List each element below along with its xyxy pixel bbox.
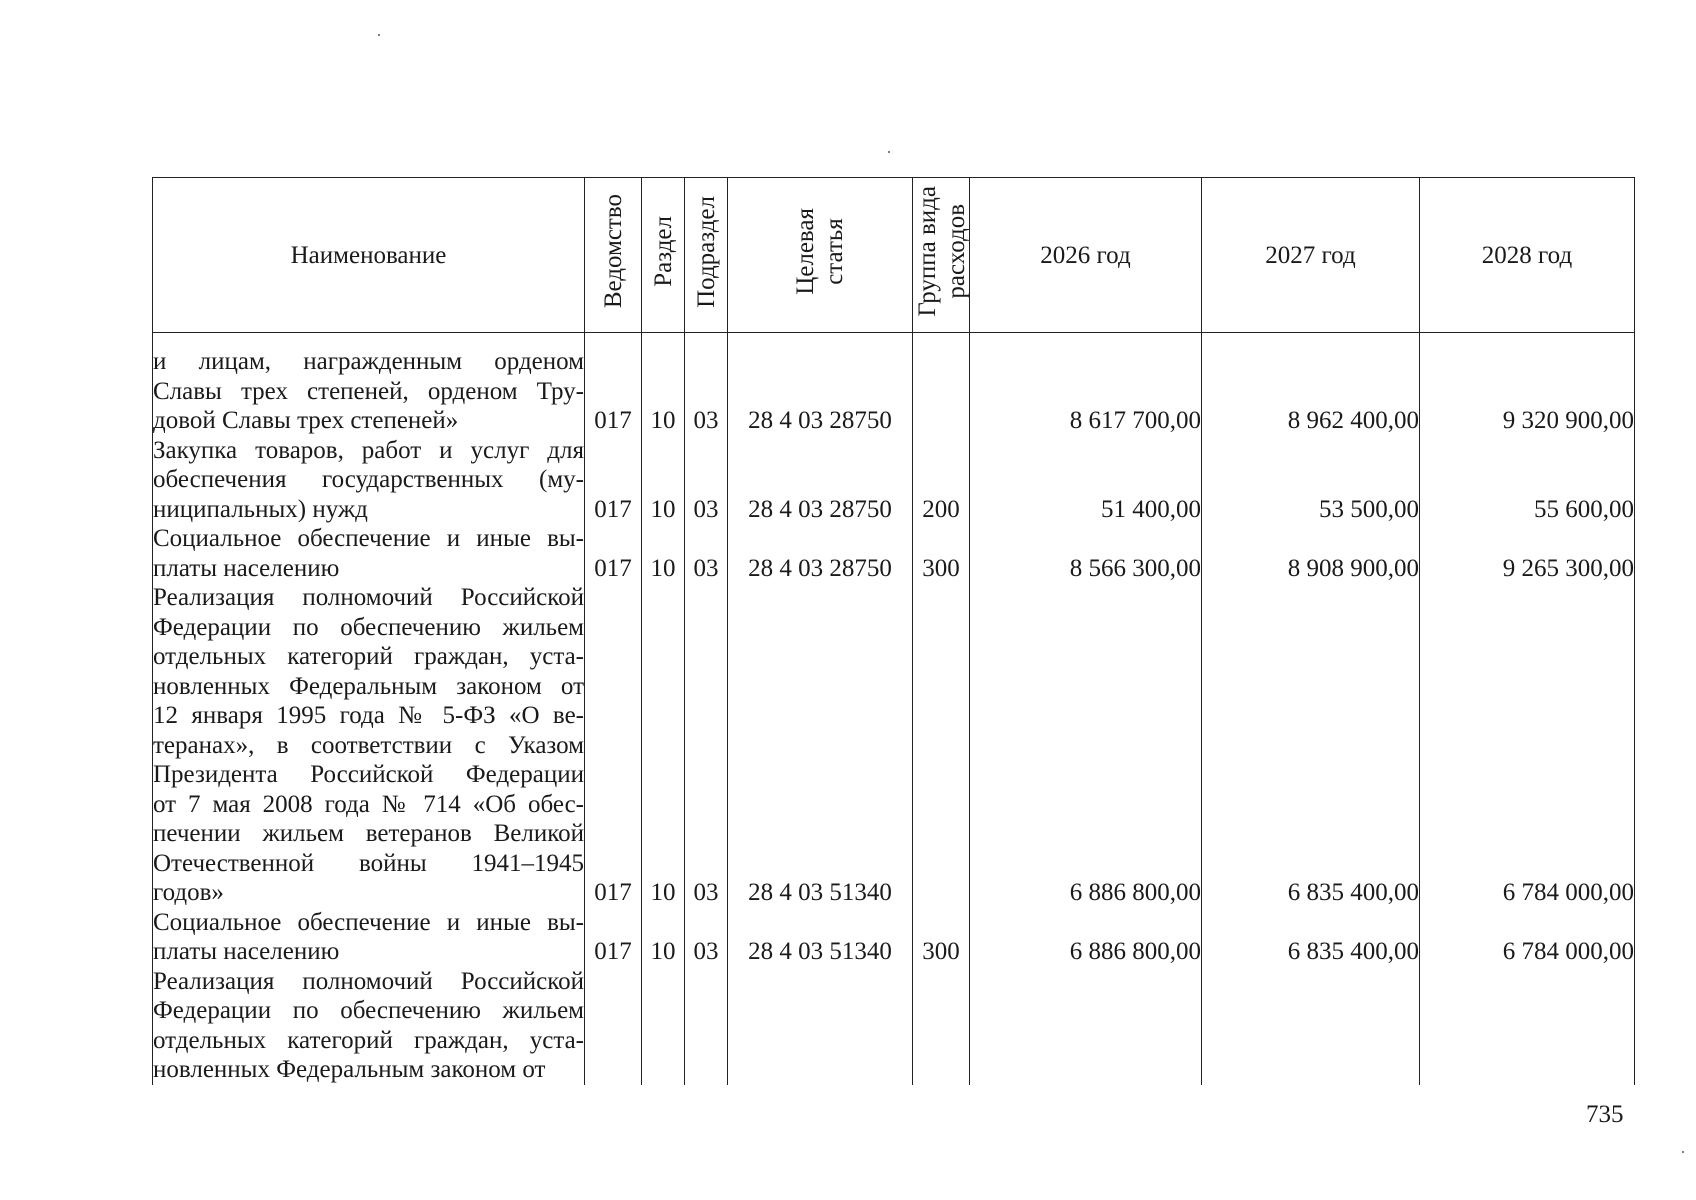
row-name-line: отдельных категорий граждан, уста- — [153, 1026, 584, 1054]
department-cell — [585, 967, 642, 1085]
table-row — [153, 583, 1635, 908]
amount-2027-cell: 53 500,00 — [1202, 436, 1420, 525]
expense-group-cell — [913, 967, 970, 1085]
row-name-line: отдельных категорий граждан, уста- — [153, 643, 584, 670]
expense-group-cell: 300 — [913, 908, 970, 967]
row-name-line: ниципальных) нужд — [153, 495, 368, 523]
scan-speck — [1682, 1151, 1684, 1153]
section-cell: 10 — [642, 347, 685, 436]
department-cell: 017 — [585, 436, 642, 525]
row-name-line: обеспечения государственных (му- — [153, 466, 584, 493]
amount-2028-cell: 9 265 300,00 — [1420, 524, 1635, 583]
row-name-line: и лицам, награжденным орденом — [153, 348, 584, 375]
amount-2027-cell — [1202, 967, 1420, 1085]
amount-2027-cell: 6 835 400,00 — [1202, 908, 1420, 967]
row-name-line: печении жильем ветеранов Великой — [153, 820, 584, 847]
amount-2026-cell: 8 617 700,00 — [970, 347, 1202, 436]
row-name-line: годов» — [153, 879, 224, 906]
row-name-line: Закупка товаров, работ и услуг для — [153, 436, 584, 464]
target-article-cell: 28 4 03 28750 — [728, 436, 913, 525]
target-article-cell: 28 4 03 51340 — [728, 583, 913, 908]
row-name-line: 12 января 1995 года № 5-ФЗ «О ве- — [153, 702, 584, 729]
header-department: Ведомство — [585, 178, 642, 333]
row-name-cell — [153, 967, 585, 1085]
subsection-cell: 03 — [685, 436, 728, 525]
department-cell: 017 — [585, 524, 642, 583]
scan-speck — [378, 34, 380, 36]
subsection-cell — [685, 967, 728, 1085]
amount-2028-cell: 6 784 000,00 — [1420, 908, 1635, 967]
page-number: 735 — [1586, 1101, 1624, 1128]
row-name-line: Социальное обеспечение и иные вы- — [153, 908, 584, 936]
row-name-line: Реализация полномочий Российской — [153, 584, 584, 611]
subsection-cell: 03 — [685, 908, 728, 967]
table-header-row — [153, 178, 1635, 333]
row-name-line: теранах», в соответствии с Указом — [153, 731, 584, 759]
section-cell: 10 — [642, 524, 685, 583]
header-expense-group: Группа вида расходов — [913, 178, 970, 333]
table-row — [153, 908, 1635, 967]
row-name-cell — [153, 524, 585, 583]
amount-2027-cell: 8 962 400,00 — [1202, 347, 1420, 436]
row-name-line: платы населению — [153, 554, 340, 582]
expense-group-cell — [913, 347, 970, 436]
subsection-cell: 03 — [685, 524, 728, 583]
amount-2026-cell: 8 566 300,00 — [970, 524, 1202, 583]
department-cell: 017 — [585, 347, 642, 436]
table-row — [153, 967, 1635, 1085]
header-subsection: Подраздел — [685, 178, 728, 333]
row-name-cell — [153, 908, 585, 967]
row-name-cell — [153, 583, 585, 908]
row-name-cell — [153, 436, 585, 525]
row-name-line: Отечественной войны 1941–1945 — [153, 849, 584, 877]
row-name-line: Реализация полномочий Российской — [153, 967, 584, 995]
row-name-line: Федерации по обеспечению жильем — [153, 613, 584, 641]
section-cell — [642, 967, 685, 1085]
section-cell: 10 — [642, 908, 685, 967]
amount-2028-cell — [1420, 967, 1635, 1085]
header-year-2027: 2027 год — [1202, 178, 1420, 333]
target-article-cell: 28 4 03 51340 — [728, 908, 913, 967]
row-name-line: Президента Российской Федерации — [153, 761, 584, 788]
target-article-cell — [728, 967, 913, 1085]
amount-2028-cell: 9 320 900,00 — [1420, 347, 1635, 436]
amount-2028-cell: 6 784 000,00 — [1420, 583, 1635, 908]
table-row — [153, 347, 1635, 436]
row-name-line: от 7 мая 2008 года № 714 «Об обес- — [153, 790, 584, 818]
expense-group-cell — [913, 583, 970, 908]
subsection-cell: 03 — [685, 347, 728, 436]
amount-2027-cell: 8 908 900,00 — [1202, 524, 1420, 583]
department-cell: 017 — [585, 583, 642, 908]
expense-group-cell: 200 — [913, 436, 970, 525]
row-name-line: Славы трех степеней, орденом Тру- — [153, 377, 584, 405]
row-name-line: платы населению — [153, 938, 340, 965]
row-name-line: Социальное обеспечение и иные вы- — [153, 525, 584, 552]
header-name: Наименование — [153, 178, 585, 333]
amount-2026-cell: 51 400,00 — [970, 436, 1202, 525]
header-target-article: Целевая статья — [728, 178, 913, 333]
amount-2026-cell: 6 886 800,00 — [970, 583, 1202, 908]
row-name-line: новленных Федеральным законом от — [153, 1056, 546, 1083]
section-cell: 10 — [642, 583, 685, 908]
table-row — [153, 436, 1635, 525]
table-row — [153, 524, 1635, 583]
scan-speck — [888, 151, 890, 153]
header-year-2028: 2028 год — [1420, 178, 1635, 333]
department-cell: 017 — [585, 908, 642, 967]
amount-2026-cell — [970, 967, 1202, 1085]
amount-2026-cell: 6 886 800,00 — [970, 908, 1202, 967]
amount-2027-cell: 6 835 400,00 — [1202, 583, 1420, 908]
table-body — [153, 333, 1635, 1085]
subsection-cell: 03 — [685, 583, 728, 908]
target-article-cell: 28 4 03 28750 — [728, 524, 913, 583]
expense-group-cell: 300 — [913, 524, 970, 583]
row-name-line: довой Славы трех степеней» — [153, 407, 459, 434]
target-article-cell: 28 4 03 28750 — [728, 347, 913, 436]
header-year-2026: 2026 год — [970, 178, 1202, 333]
section-cell: 10 — [642, 436, 685, 525]
row-name-line: Федерации по обеспечению жильем — [153, 997, 584, 1024]
amount-2028-cell: 55 600,00 — [1420, 436, 1635, 525]
row-name-cell — [153, 347, 585, 436]
row-name-line: новленных Федеральным законом от — [153, 672, 584, 700]
header-section: Раздел — [642, 178, 685, 333]
budget-table — [152, 177, 1635, 1085]
